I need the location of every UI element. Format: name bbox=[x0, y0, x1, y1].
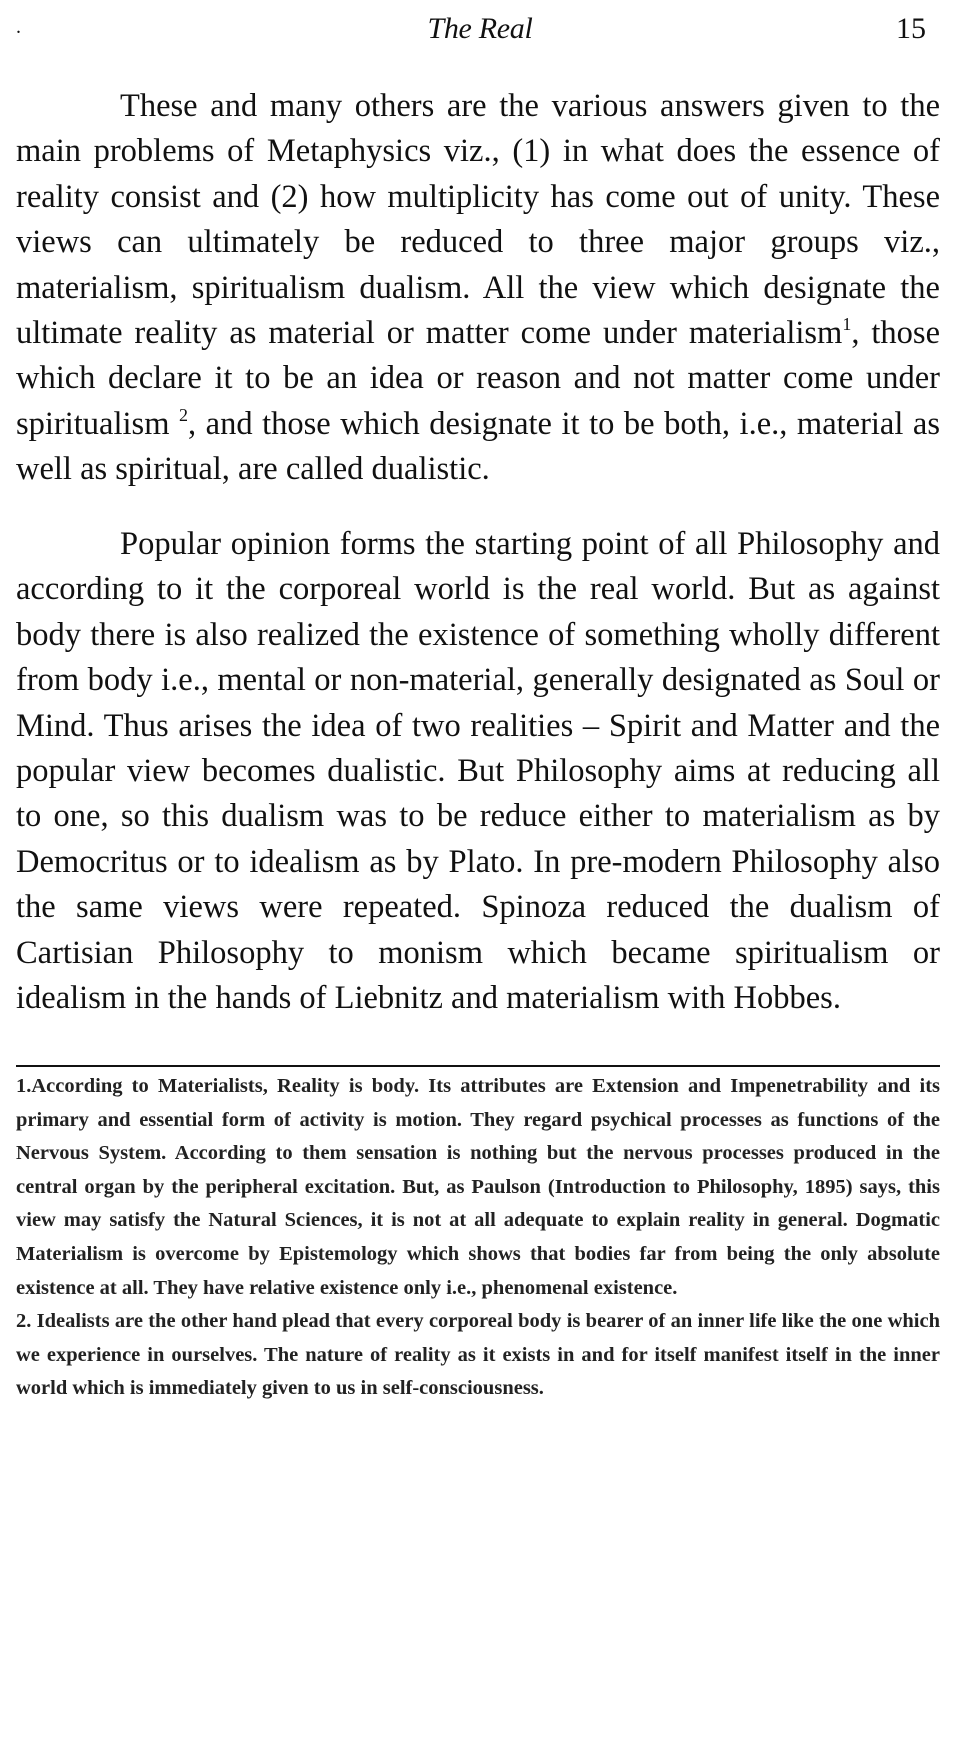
paragraph-1-text-c: , and those which designate it to be both, i.e., material as well as spiritual, are called dualistic. bbox=[16, 405, 940, 488]
footnote-1: 1.According to Materialists, Reality is body. Its attributes are Extension and Impenetrability and its primary and essential form of activity is motion. They regard psychical processes as functions of the Nervous System. According to them sensation is nothing but the nervous processes produced in the central organ by the peripheral excitation. But, as Paulson (Introduction to Philosophy, 1895) says, this view may satisfy the Natural Sciences, it is not at all adequate to explain reality in general. Dogmatic Materialism is overcome by Epistemology which shows that bodies far from being the only absolute existence at all. They have relative existence only i.e., phenomenal existence. bbox=[16, 1075, 940, 1299]
page-header bbox=[16, 10, 944, 50]
footnote-divider bbox=[16, 1065, 940, 1067]
page-number: 15 bbox=[896, 12, 926, 45]
body-paragraph-2 bbox=[16, 522, 940, 1021]
footnote-ref-1: 1 bbox=[842, 314, 852, 335]
footnote-2: 2. Idealists are the other hand plead that every corporeal body is bearer of an inner life like the one which we experience in ourselves. The nature of reality as it exists in and for itself manifest itself in the inner world which is immediately given to us in self-consciousness. bbox=[16, 1310, 940, 1400]
running-title: The Real bbox=[427, 12, 533, 45]
footnote-ref-2: 2 bbox=[179, 404, 189, 425]
body-paragraph-1 bbox=[16, 84, 940, 493]
header-dot: . bbox=[16, 16, 21, 38]
paragraph-1-text-a: These and many others are the various answers given to the main problems of Metaphysics viz., (1) in what does the essence of reality consist and (2) how multiplicity has come out of unity. These views can ultimately be reduced to three major groups viz., materialism, spiritualism dualism. All the view which designate the ultimate reality as material or matter come under materialism bbox=[16, 88, 940, 352]
paragraph-2-text: Popular opinion forms the starting point of all Philosophy and according to it the corporeal world is the real world. But as against body there is also realized the existence of something wholly different from body i.e., mental or non-material, generally designated as Soul or Mind. Thus arises the idea of two realities – Spirit and Matter and the popular view becomes dualistic. But Philosophy aims at reducing all to one, so this dualism was to be reduce either to materialism as by Democritus or to idealism as by Plato. In pre-modern Philosophy also the same views were repeated. Spinoza reduced the dualism of Cartisian Philosophy to monism which became spiritualism or idealism in the hands of Liebnitz and materialism with Hobbes. bbox=[16, 526, 940, 1017]
footnotes bbox=[16, 1070, 940, 1406]
paragraph-1-text-b: , those which declare it to be an idea or reason and not matter come under spiritualism bbox=[16, 315, 940, 442]
